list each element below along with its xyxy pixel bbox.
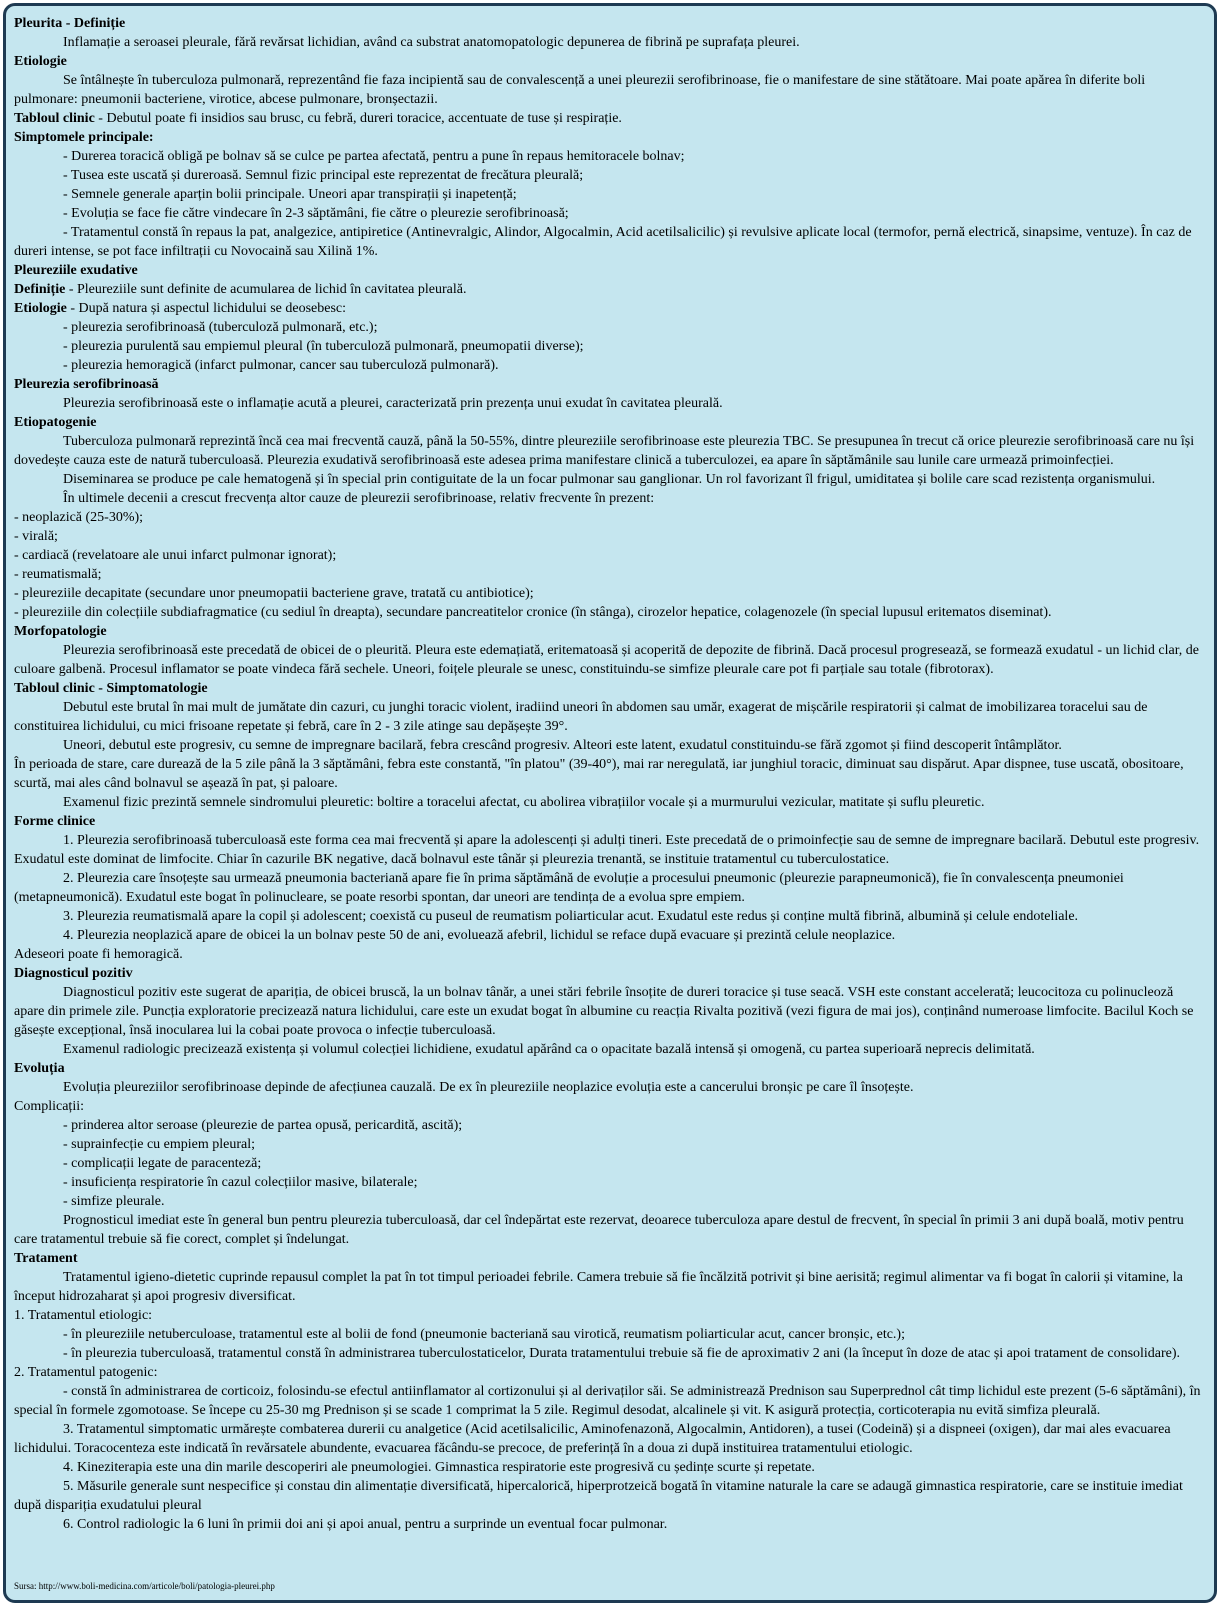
paragraph-text: - Debutul poate fi insidios sau brusc, cu febră, dureri toracice, accentuate de tuse și respirație. [94,111,622,126]
labeled-paragraph [14,109,1204,128]
paragraph: Diseminarea se produce pe cale hematogenă și în special prin contiguitate de la un focar pulmonar sau ganglionar. Un rol favorizant îl frigul, umiditatea și bolile care scad rezistența organismului. [63,472,1156,487]
paragraph: - Tratamentul constă în repaus la pat, analgezice, antipiretice (Antinevralgic, Alindor, Algocalmin, Acid acetilsalicilic) și revulsive aplicate local (termofor, pernă electrică, sinapsime, ventuze). În caz de dureri intense, se pot face infiltrații cu Novocaină sau Xilină 1%. [14,225,1192,259]
section-heading: Diagnosticul pozitiv [14,966,133,981]
paragraph: Tuberculoza pulmonară reprezintă încă cea mai frecventă cauză, până la 50-55%, dintre pleureziile serofibrinoase este pleurezia TBC. Se presupunea în trecut că orice pleurezie serofibrinoasă care nu își dovedește cauza este de natură tuberculoasă. Pleurezia exudativă serofibrinoasă este adesea prima manifestare clinică a tuberculozei, ea apare în săptămânile sau lunile care urmează primoinfecției. [14,434,1195,468]
paragraph: Adeseori poate fi hemoragică. [14,947,183,962]
list-item: - Tusea este uscată și dureroasă. Semnul fizic principal este reprezentat de frecătura pleurală; [63,168,584,183]
paragraph: Uneori, debutul este progresiv, cu semne de impregnare bacilară, febra crescând progresiv. Alteori este latent, exudatul constituindu-se fără zgomot și fiind descoperit întâmplător. [63,738,1062,753]
section-heading: Simptomele principale: [14,130,154,145]
source-credit: Sursa: http://www.boli-medicina.com/articole/boli/patologia-pleurei.php [14,1581,275,1591]
paragraph: - cardiacă (revelatoare ale unui infarct pulmonar ignorat); [14,548,337,563]
list-item: - suprainfecție cu empiem pleural; [63,1137,256,1152]
list-item: - pleurezia purulentă sau empiemul pleural (în tuberculoză pulmonară, pneumopatii diverse); [63,339,584,354]
inline-heading: Definiție [14,282,66,297]
list-item: - pleurezia serofibrinoasă (tuberculoză pulmonară, etc.); [63,320,378,335]
paragraph: Complicații: [14,1099,84,1114]
list-item: - în pleureziile netuberculoase, tratamentul este al bolii de fond (pneumonie bacteriană sau virotică, reumatism poliarticular acut, cancer bronșic, etc.); [63,1327,905,1342]
list-item: - insuficiența respiratorie în cazul colecțiilor masive, bilaterale; [63,1175,418,1190]
section-heading: Evoluția [14,1061,65,1076]
paragraph: Inflamație a seroasei pleurale, fără revărsat lichidian, având ca substrat anatomopatologic depunerea de fibrină pe suprafața pleurei. [63,35,800,50]
article-body [14,14,1204,1534]
section-heading: Etiologie [14,54,67,69]
paragraph: Pleurezia serofibrinoasă este o inflamație acută a pleurei, caracterizată prin prezența unui exudat în cavitatea pleurală. [63,396,723,411]
paragraph: 5. Măsurile generale sunt nespecifice și constau din alimentație diversificată, hipercalorică, hiperprotzeică bogată în vitamine naturale la care se adaugă gimnastica respiratorie, care se instituie imediat după dispariția exudatului pleural [14,1479,1183,1513]
paragraph: 6. Control radiologic la 6 luni în primii doi ani și apoi anual, pentru a surprinde un eventual focar pulmonar. [63,1517,668,1532]
list-item: - simfize pleurale. [63,1194,165,1209]
list-item: - complicații legate de paracenteză; [63,1156,262,1171]
inline-heading: Tabloul clinic [14,111,95,126]
paragraph: 1. Pleurezia serofibrinoasă tuberculoasă este forma cea mai frecventă și apare la adolescenți și adulți tineri. Este precedată de o primoinfecție sau de semne de impregnare bacilară. Debutul este progresiv. Exudatul este dominat de limfocite. Chiar în cazurile BK negative, dacă bolnavul este tânăr și pleurezia trenantă, se instituie tratamentul cu tuberculostatice. [14,833,1200,867]
paragraph: - virală; [14,529,58,544]
paragraph: Diagnosticul pozitiv este sugerat de apariția, de obicei bruscă, la un bolnav tânăr, a unei stări febrile însoțite de dureri toracice și tuse seacă. VSH este constant accelerată; leucocitoza cu polinucleoză apare din primele zile. Puncția exploratorie precizează natura lichidului, care este un exudat bogat în albumine cu reacția Rivalta pozitivă (vezi figura de mai jos), conținând numeroase limfocite. Bacilul Koch se găsește excepțional, însă inocularea lui la cobai poate provoca o infecție tuberculoasă. [14,985,1194,1038]
list-item: - Semnele generale aparțin bolii principale. Uneori apar transpirații și inapetență; [63,187,517,202]
paragraph: Tratamentul igieno-dietetic cuprinde repausul complet la pat în tot timpul perioadei febrile. Camera trebuie să fie încălzită potrivit și bine aerisită; regimul alimentar va fi bogat în calorii și vitamine, la început hidrozaharat și apoi progresiv diversificat. [14,1270,1183,1304]
paragraph: Se întâlnește în tuberculoza pulmonară, reprezentând fie faza incipientă sau de convalescență a unei pleurezii serofibrinoase, fie o manifestare de sine stătătoare. Mai poate apărea în diferite boli pulmonare: pneumonii bacteriene, virotice, abcese pulmonare, bronșectazii. [14,73,1146,107]
paragraph: - neoplazică (25-30%); [14,510,144,525]
paragraph: 4. Kineziterapia este una din marile descoperiri ale pneumologiei. Gimnastica respiratorie este progresivă cu ședințe scurte și repetate. [63,1460,815,1475]
paragraph: Prognosticul imediat este în general bun pentru pleurezia tuberculoasă, dar cel îndepărtat este rezervat, deoarece tuberculoza apare destul de frecvent, în special în primii 3 ani după boală, motiv pentru care tratamentul trebuie să fie corect, complet și îndelungat. [14,1213,1184,1247]
paragraph: Evoluția pleureziilor serofibrinoase depinde de afecțiunea cauzală. De ex în pleureziile neoplazice evoluția este a cancerului bronșic pe care îl însoțește. [63,1080,914,1095]
paragraph: 3. Tratamentul simptomatic urmărește combaterea durerii cu analgetice (Acid acetilsalicilic, Aminofenazonă, Algocalmin, Antidoren), a tusei (Codeină) și a dispneei (oxigen), dar mai ales evacuarea lichidului. Toracocenteza este indicată în revărsatele abundente, evacuarea făcându-se precoce, de preferință în a doua zi după instituirea tratamentului etiologic. [14,1422,1171,1456]
paragraph: 4. Pleurezia neoplazică apare de obicei la un bolnav peste 50 de ani, evoluează afebril, lichidul se reface după evacuare și prezintă celule neoplazice. [63,928,896,943]
paragraph: - constă în administrarea de corticoiz, folosindu-se efectul antiinflamator al cortizonului și al derivaților săi. Se administrează Prednison sau Superprednol cât timp lichidul este prezent (5-6 săptămâni), în special în formele zgomotoase. Se începe cu 25-30 mg Prednison și se scade 1 comprimat la 5 zile. Regimul desodat, alcalinele și vit. K asigură protecția, corticoterapia nu evită simfiza pleurală. [14,1384,1201,1418]
section-heading: Etiopatogenie [14,415,97,430]
section-heading: Pleurita - Definiție [14,16,126,31]
paragraph: - pleureziile din colecțiile subdiafragmatice (cu sediul în dreapta), secundare pancreatitelor cronice (în stânga), cirozelor hepatice, colagenozele (în special lupusul eritematos diseminat). [14,605,1052,620]
inline-heading: Etiologie [14,301,67,316]
paragraph: 1. Tratamentul etiologic: [14,1308,153,1323]
paragraph: În ultimele decenii a crescut frecvența altor cauze de pleurezii serofibrinoase, relativ frecvente în prezent: [63,491,655,506]
section-heading: Morfopatologie [14,624,107,639]
list-item: - prinderea altor seroase (pleurezie de partea opusă, pericardită, ascită); [63,1118,463,1133]
paragraph: Pleurezia serofibrinoasă este precedată de obicei de o pleurită. Pleura este edemațiată, eritematoasă și acoperită de depozite de fibrină. Dacă procesul progresează, se formează exudatul - un lichid clar, de culoare galbenă. Procesul inflamator se poate vindeca fără sechele. Uneori, foițele pleurale se unesc, constituindu-se simfize pleurale care pot fi parțiale sau totale (fibrotorax). [14,643,1200,677]
list-item: - Evoluția se face fie către vindecare în 2-3 săptămâni, fie către o pleurezie serofibrinoasă; [63,206,569,221]
paragraph: În perioada de stare, care durează de la 5 zile până la 3 săptămâni, febra este constantă, "în platou" (39-40°), mai rar neregulată, iar junghiul toracic, diminuat sau dispărut. Apar dispnee, tuse uscată, obositoare, scurtă, mai ales când bolnavul se așează în pat, și paloare. [14,757,1184,791]
paragraph-text: - După natura și aspectul lichidului se deosebesc: [66,301,347,316]
paragraph: - reumatismală; [14,567,102,582]
labeled-paragraph [14,299,1204,318]
section-heading: Pleurezia serofibrinoasă [14,377,159,392]
section-heading: Tratament [14,1251,78,1266]
labeled-paragraph [14,280,1204,299]
document-panel [3,3,1217,1603]
paragraph-text: - Pleureziile sunt definite de acumularea de lichid în cavitatea pleurală. [65,282,467,297]
paragraph: 3. Pleurezia reumatismală apare la copil și adolescent; coexistă cu puseul de reumatism poliarticular acut. Exudatul este redus și conține multă fibrină, albumină și celule endoteliale. [63,909,1079,924]
paragraph: - în pleurezia tuberculoasă, tratamentul constă în administrarea tuberculostaticelor, Durata tratamentului trebuie să fie de aproximativ 2 ani (la început în doze de atac și apoi tratament de consolidare). [63,1346,1181,1361]
paragraph: Examenul fizic prezintă semnele sindromului pleuretic: boltire a toracelui afectat, cu abolirea vibrațiilor vocale și a murmurului vezicular, matitate și suflu pleuretic. [63,795,985,810]
list-item: - Durerea toracică obligă pe bolnav să se culce pe partea afectată, pentru a pune în repaus hemitoracele bolnav; [63,149,685,164]
paragraph: 2. Tratamentul patogenic: [14,1365,158,1380]
section-heading: Forme clinice [14,814,96,829]
list-item: - pleurezia hemoragică (infarct pulmonar, cancer sau tuberculoză pulmonară). [63,358,499,373]
section-heading: Pleureziile exudative [14,263,138,278]
section-heading: Tabloul clinic - Simptomatologie [14,681,208,696]
paragraph: - pleureziile decapitate (secundare unor pneumopatii bacteriene grave, tratată cu antibiotice); [14,586,534,601]
paragraph: Examenul radiologic precizează existența și volumul colecției lichidiene, exudatul apărând ca o opacitate bazală intensă și omogenă, cu partea superioară neprecis delimitată. [63,1042,1035,1057]
paragraph: Debutul este brutal în mai mult de jumătate din cazuri, cu junghi toracic violent, iradiind uneori în abdomen sau umăr, exagerat de mișcările respiratorii și calmat de imobilizarea toracelui sau de constituirea lichidului, cu mici frisoane repetate și febră, care în 2 - 3 zile atinge sau depășește 39°. [14,700,1148,734]
paragraph: 2. Pleurezia care însoțește sau urmează pneumonia bacteriană apare fie în prima săptămână de evoluție a procesului pneumonic (pleurezie parapneumonică), fie în convalescența pneumoniei (metapneumonică). Exudatul este bogat în polinucleare, se poate resorbi spontan, dar uneori are tendința de a evolua spre empiem. [14,871,1124,905]
